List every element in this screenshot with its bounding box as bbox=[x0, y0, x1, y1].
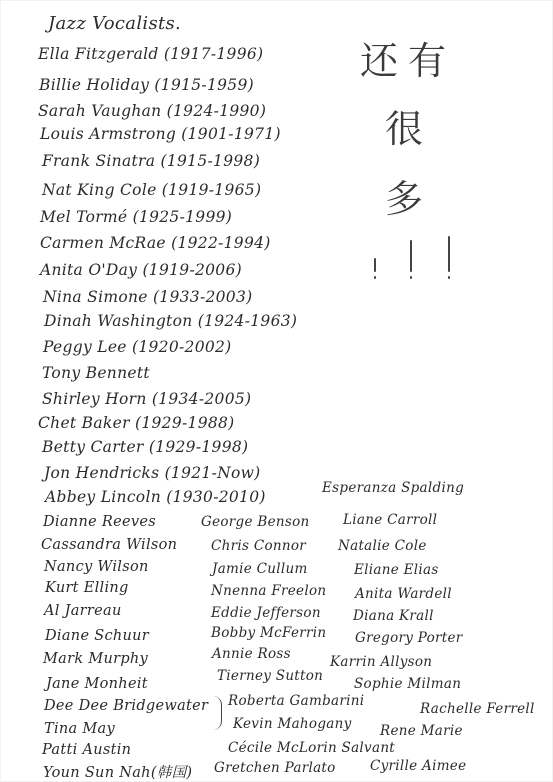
list-item: Peggy Lee (1920-2002) bbox=[43, 338, 232, 356]
list-item: Mark Murphy bbox=[43, 651, 149, 667]
page-title: Jazz Vocalists. bbox=[48, 13, 182, 34]
list-item: Tony Bennett bbox=[42, 364, 150, 382]
list-item: Youn Sun Nah(韩国) bbox=[43, 765, 193, 781]
list-item: Louis Armstrong (1901-1971) bbox=[40, 125, 281, 143]
list-item: Jamie Cullum bbox=[212, 561, 308, 577]
list-item: Nnenna Freelon bbox=[211, 583, 327, 599]
list-item: Kurt Elling bbox=[45, 580, 129, 596]
exclamation-marks bbox=[366, 236, 466, 286]
list-item: Esperanza Spalding bbox=[322, 480, 465, 496]
list-item: Anita Wardell bbox=[355, 586, 452, 602]
list-item: Diane Schuur bbox=[45, 628, 150, 644]
list-item: Gretchen Parlato bbox=[214, 760, 336, 776]
list-item: Tina May bbox=[44, 721, 115, 737]
list-item: Roberta Gambarini bbox=[228, 693, 365, 709]
list-item: Frank Sinatra (1915-1998) bbox=[42, 152, 261, 170]
side-note-char: 有 bbox=[408, 39, 447, 83]
list-item: George Benson bbox=[201, 514, 310, 530]
list-item: Abbey Lincoln (1930-2010) bbox=[45, 488, 266, 506]
list-item: Annie Ross bbox=[212, 646, 291, 662]
list-item: Chris Connor bbox=[211, 538, 307, 554]
list-item: Billie Holiday (1915-1959) bbox=[39, 76, 254, 94]
list-item: Cassandra Wilson bbox=[41, 537, 178, 553]
list-item: Liane Carroll bbox=[343, 512, 438, 528]
exclamation-dot bbox=[410, 276, 412, 279]
list-item: Rachelle Ferrell bbox=[420, 701, 535, 717]
list-item: Carmen McRae (1922-1994) bbox=[40, 234, 271, 252]
bracket-mark bbox=[213, 696, 222, 730]
list-item: Anita O'Day (1919-2006) bbox=[40, 261, 242, 279]
list-item: Tierney Sutton bbox=[217, 668, 324, 684]
exclamation-stroke bbox=[448, 236, 450, 272]
list-item: Ella Fitzgerald (1917-1996) bbox=[38, 45, 264, 63]
list-item: Bobby McFerrin bbox=[211, 625, 327, 641]
list-item: Dianne Reeves bbox=[43, 514, 156, 530]
list-item: Nancy Wilson bbox=[44, 559, 149, 575]
list-item: Karrin Allyson bbox=[330, 654, 433, 670]
list-item: Nat King Cole (1919-1965) bbox=[42, 181, 262, 199]
list-item: Sarah Vaughan (1924-1990) bbox=[38, 102, 267, 120]
list-item: Natalie Cole bbox=[338, 538, 427, 554]
list-item: Eliane Elias bbox=[354, 562, 439, 578]
list-item: Dinah Washington (1924-1963) bbox=[44, 312, 298, 330]
list-item: Eddie Jefferson bbox=[211, 605, 321, 621]
list-item: Shirley Horn (1934-2005) bbox=[42, 390, 252, 408]
list-item: Betty Carter (1929-1998) bbox=[42, 438, 249, 456]
list-item: Kevin Mahogany bbox=[233, 716, 352, 732]
list-item: Cécile McLorin Salvant bbox=[228, 740, 396, 756]
list-item: Sophie Milman bbox=[354, 676, 462, 692]
list-item: Jon Hendricks (1921-Now) bbox=[44, 464, 261, 482]
exclamation-stroke bbox=[410, 240, 412, 272]
list-item: Mel Tormé (1925-1999) bbox=[40, 208, 233, 226]
exclamation-stroke bbox=[374, 258, 376, 272]
list-item: Dee Dee Bridgewater bbox=[44, 698, 209, 714]
list-item: Nina Simone (1933-2003) bbox=[43, 288, 253, 306]
list-item: Diana Krall bbox=[353, 608, 434, 624]
exclamation-dot bbox=[448, 276, 450, 279]
list-item: Rene Marie bbox=[380, 723, 463, 739]
side-note-char: 很 bbox=[385, 107, 424, 151]
list-item: Patti Austin bbox=[42, 742, 132, 758]
list-item: Al Jarreau bbox=[44, 603, 122, 619]
list-item: Gregory Porter bbox=[355, 630, 463, 646]
list-item: Chet Baker (1929-1988) bbox=[38, 414, 235, 432]
side-note-char: 还 bbox=[360, 39, 399, 83]
list-item: Jane Monheit bbox=[46, 676, 148, 692]
list-item: Cyrille Aimee bbox=[370, 758, 467, 774]
exclamation-dot bbox=[374, 276, 376, 279]
side-note-char: 多 bbox=[385, 177, 424, 221]
